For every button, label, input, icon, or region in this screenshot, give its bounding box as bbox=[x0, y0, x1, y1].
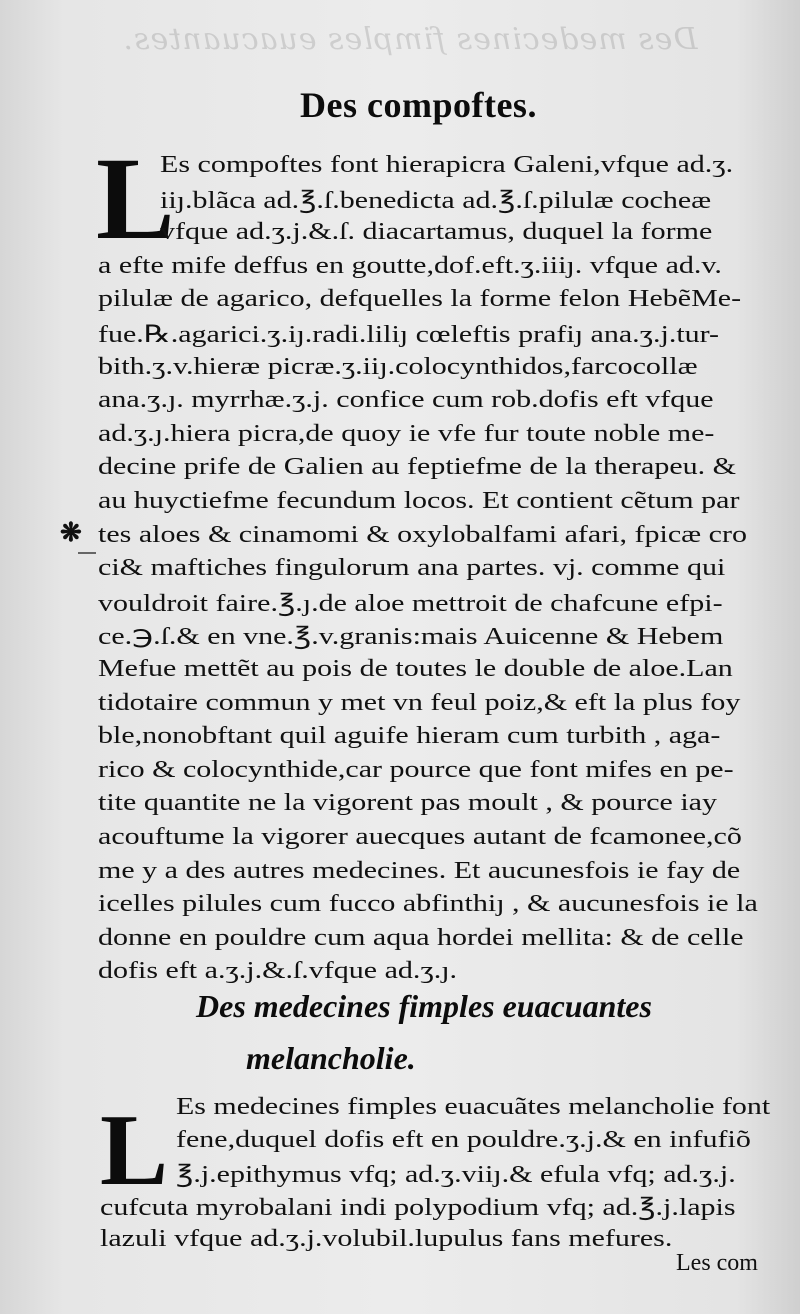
text-line: ℥.j.epithymus vfq; ad.ʒ.viiȷ.& efula vfq; ad.ʒ.j. bbox=[176, 1162, 736, 1188]
section-title: Des compoftes. bbox=[300, 85, 537, 125]
text-line: tidotaire commun y met vn feul poiz,& eft la plus foy bbox=[98, 689, 741, 716]
text-line: rico & colocynthide,car pource que font mifes en pe- bbox=[98, 756, 734, 783]
text-line: icelles pilules cum fucco abfinthiȷ , & aucunesfois ie la bbox=[98, 891, 758, 918]
text-line: vouldroit faire.℥.ȷ.de aloe mettroit de chafcune efpi- bbox=[98, 590, 723, 617]
text-line: dofis eft a.ʒ.j.&.ſ.vfque ad.ʒ.ȷ. bbox=[98, 958, 458, 985]
text-line: tes aloes & cinamomi & oxylobalfami afari, fpicæ cro bbox=[98, 521, 747, 548]
bleed-through-header: Des medecines fimples euacuantes. bbox=[122, 22, 698, 57]
text-line: ce.℈.ſ.& en vne.℥.v.granis:mais Auicenne & Hebem bbox=[98, 624, 724, 651]
section-heading-line2: melancholie. bbox=[246, 1040, 416, 1076]
text-line: bith.ʒ.v.hieræ picræ.ʒ.iiȷ.colocynthidos,farcocollæ bbox=[98, 353, 698, 380]
text-line: donne en pouldre cum aqua hordei mellita: & de celle bbox=[98, 924, 744, 951]
text-line: fene,duquel dofis eft en pouldre.ʒ.j.& en infufiõ bbox=[176, 1127, 751, 1153]
text-line: a efte mife deffus en goutte,dof.eft.ʒ.iiiȷ. vfque ad.v. bbox=[98, 252, 722, 279]
text-line: fue.℞.agarici.ʒ.iȷ.radi.liliȷ cœleftis prafiȷ ana.ʒ.j.tur- bbox=[98, 322, 720, 348]
catchword: Les com bbox=[676, 1250, 758, 1276]
text-line: me y a des autres medecines. Et aucunesfois ie fay de bbox=[98, 857, 741, 884]
text-line: tite quantite ne la vigorent pas moult , & pource iay bbox=[98, 790, 718, 817]
text-line: ana.ʒ.ȷ. myrrhæ.ʒ.j. confice cum rob.dofis eft vfque bbox=[98, 387, 714, 414]
drop-cap-initial: L bbox=[96, 133, 175, 264]
text-line: pilulæ de agarico, defquelles la forme felon HebẽMe- bbox=[98, 286, 742, 313]
text-line: ble,nonobftant quil aguife hieram cum turbith , aga- bbox=[98, 723, 721, 750]
text-line: cufcuta myrobalani indi polypodium vfq; ad.℥.j.lapis bbox=[100, 1195, 736, 1221]
text-line: ci& maftiches fingulorum ana partes. vj. comme qui bbox=[98, 555, 726, 582]
section-heading-line1: Des medecines fimples euacuantes bbox=[196, 988, 652, 1024]
marginal-tick bbox=[78, 552, 96, 554]
text-line: Es compoftes font hierapicra Galeni,vfque ad.ʒ. bbox=[160, 152, 734, 178]
text-line: decine prife de Galien au feptiefme de la therapeu. & bbox=[98, 454, 737, 481]
text-line: ad.ʒ.ȷ.hiera picra,de quoy ie vfe fur toute noble me- bbox=[98, 420, 715, 447]
text-line: vfque ad.ʒ.j.&.ſ. diacartamus, duquel la forme bbox=[160, 219, 713, 246]
text-line: au huyctiefme fecundum locos. Et contient cẽtum par bbox=[98, 488, 740, 514]
text-line: Mefue mettẽt au pois de toutes le double de aloe.Lan bbox=[98, 656, 733, 682]
drop-cap-initial-2: L bbox=[100, 1094, 169, 1207]
text-line: lazuli vfque ad.ʒ.j.volubil.lupulus fans mefures. bbox=[100, 1226, 673, 1252]
text-line: acouftume la vigorer auecques autant de fcamonee,cõ bbox=[98, 824, 742, 850]
marginal-asterisk-mark: ❋ bbox=[60, 518, 82, 548]
text-line: Es medecines fimples euacuãtes melancholie font bbox=[176, 1094, 771, 1120]
text-line: iiȷ.blãca ad.℥.ſ.benedicta ad.℥.ſ.pilulæ cocheæ bbox=[160, 187, 712, 214]
